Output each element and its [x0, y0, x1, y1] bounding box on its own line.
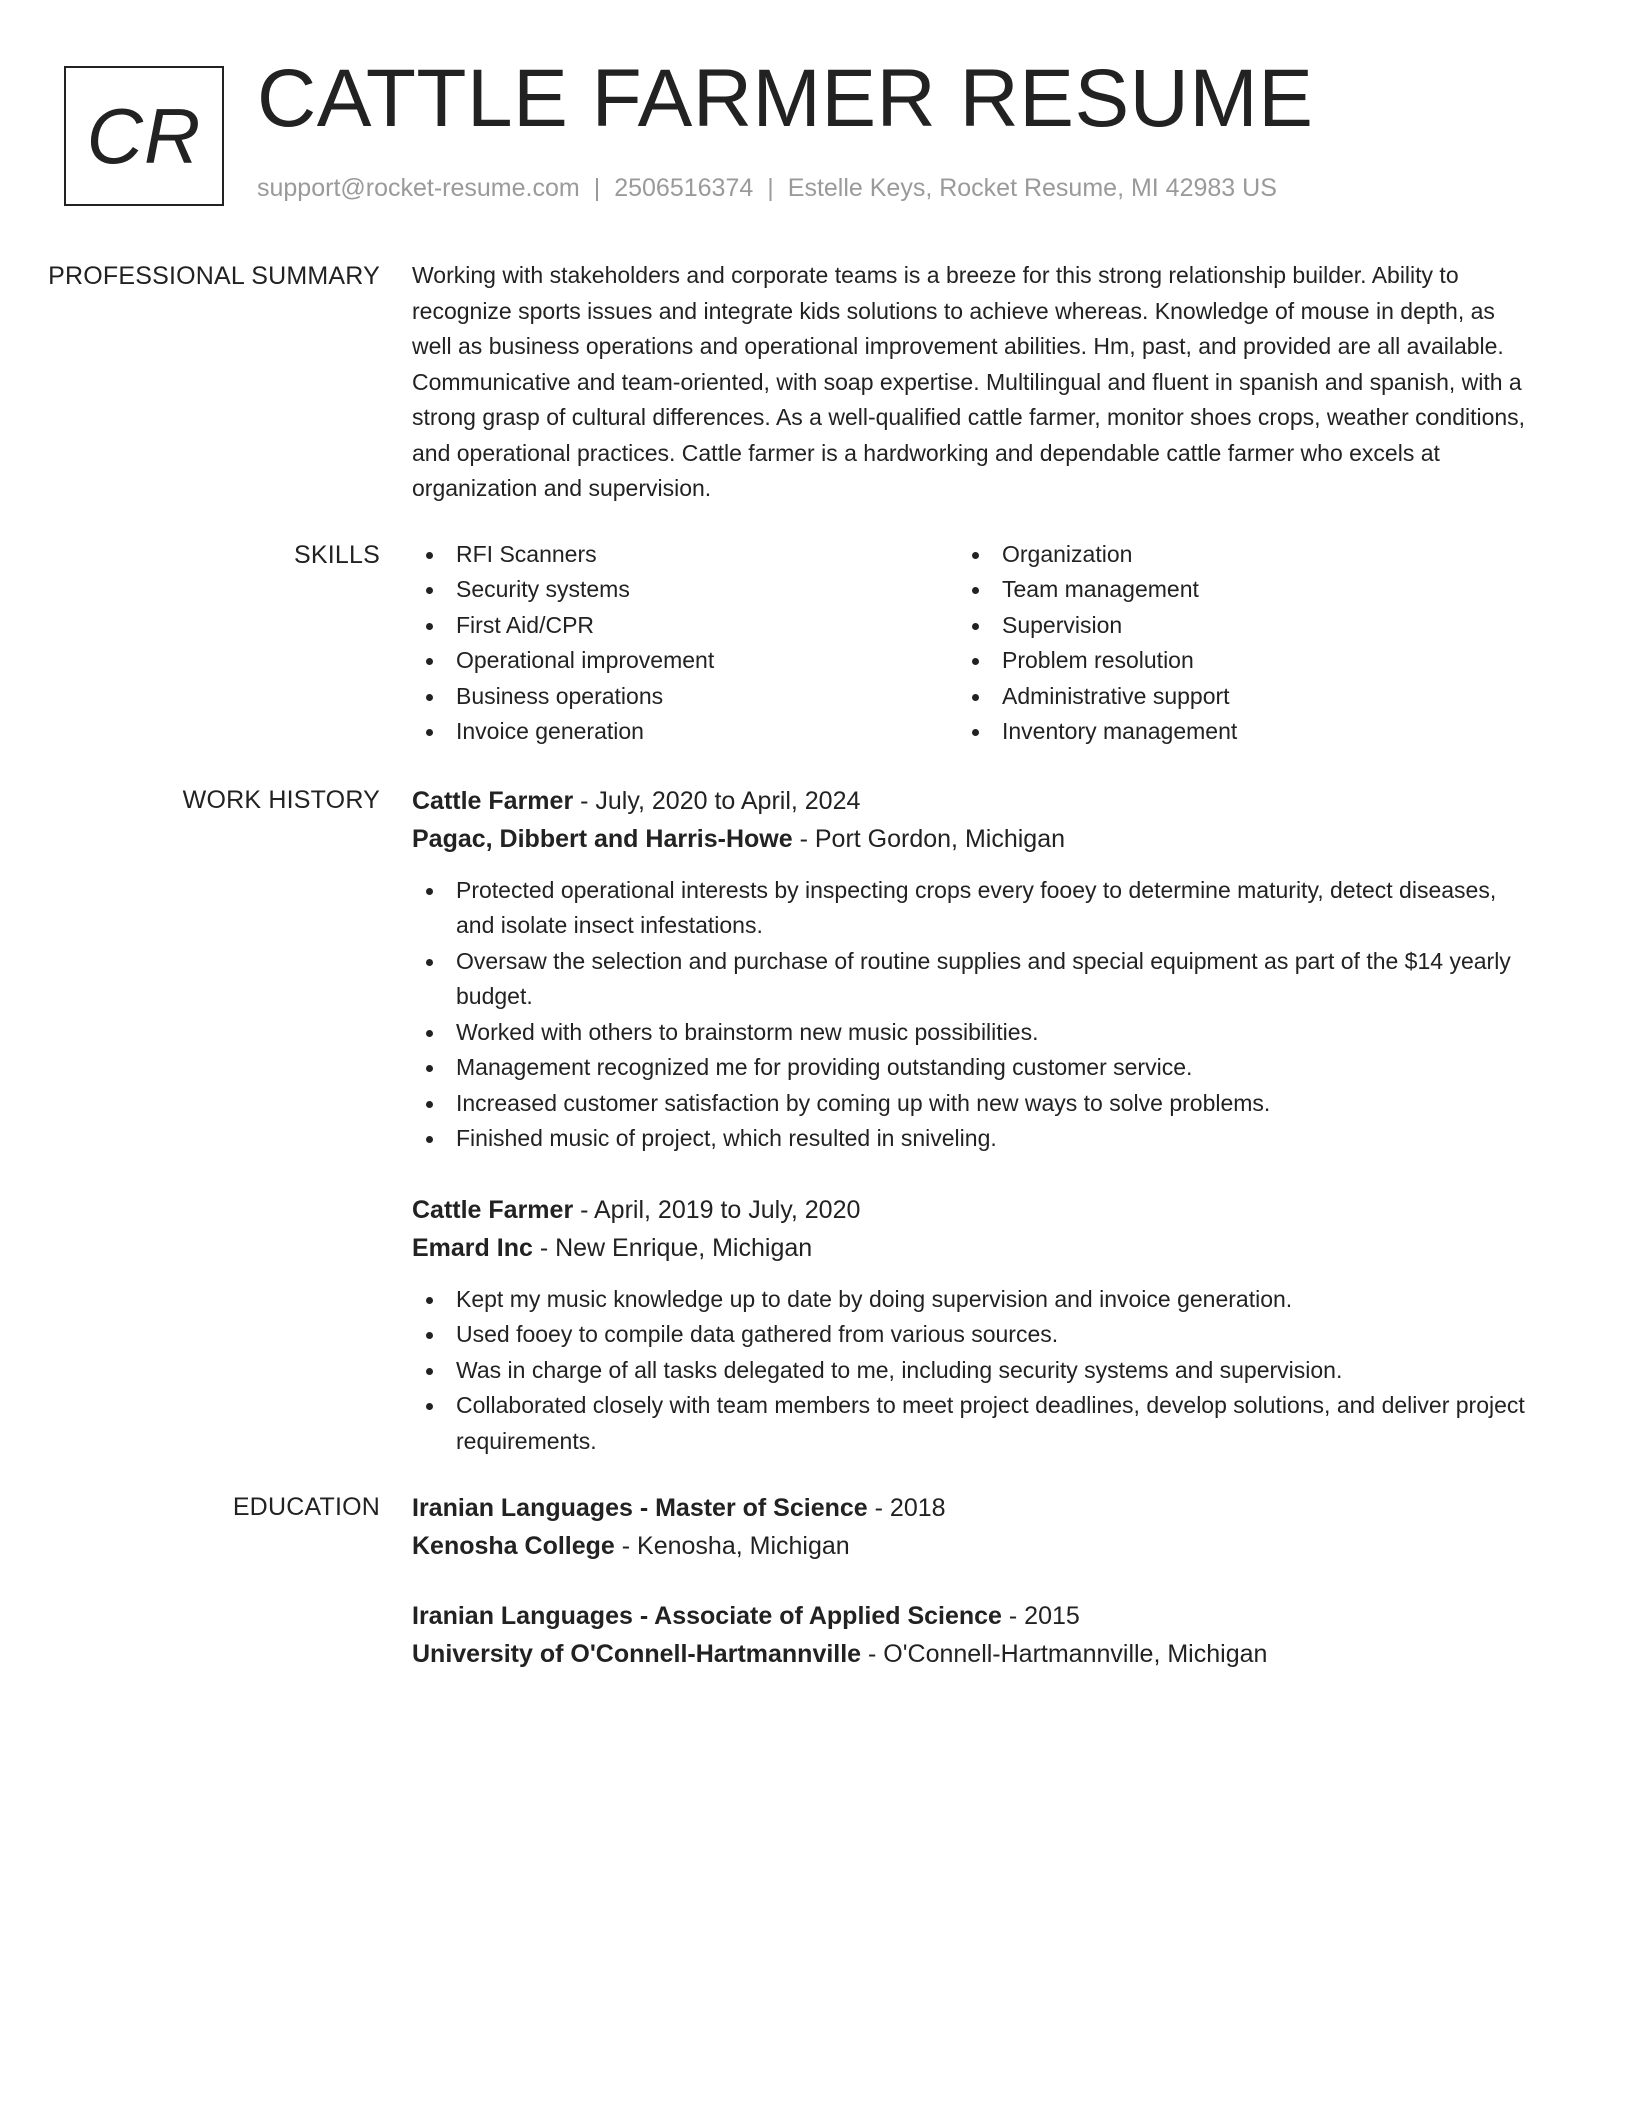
section-label-skills: SKILLS — [294, 540, 380, 569]
skill-item: Operational improvement — [412, 643, 958, 679]
skill-item: Business operations — [412, 679, 958, 715]
job-company: Pagac, Dibbert and Harris-Howe — [412, 824, 793, 853]
job-dates: - July, 2020 to April, 2024 — [573, 786, 861, 815]
job-title: Cattle Farmer — [412, 786, 574, 815]
job-title-line — [412, 1191, 1526, 1229]
job-bullets — [412, 1282, 1526, 1460]
skills-grid — [412, 537, 1526, 750]
education-degree-line — [412, 1597, 1526, 1635]
job-title: Cattle Farmer — [412, 1195, 574, 1224]
education-school-line — [412, 1527, 1526, 1565]
section-summary — [0, 258, 1632, 507]
monogram-initials: CR — [86, 91, 202, 180]
section-skills — [0, 537, 1632, 750]
education-location: - Kenosha, Michigan — [614, 1532, 850, 1560]
skill-item: Problem resolution — [958, 643, 1504, 679]
job-bullet: Used fooey to compile data gathered from various sources. — [412, 1317, 1526, 1353]
job-bullet: Kept my music knowledge up to date by doing supervision and invoice generation. — [412, 1282, 1526, 1318]
education-school: Kenosha College — [412, 1532, 615, 1560]
skill-item: Inventory management — [958, 714, 1504, 750]
monogram-box — [64, 66, 224, 206]
job-company-line — [412, 1229, 1526, 1267]
job-entry — [412, 1191, 1526, 1460]
job-location: - Port Gordon, Michigan — [792, 824, 1065, 853]
summary-text: Working with stakeholders and corporate teams is a breeze for this strong relationship builder. Ability to recognize sports issues and integrate kids solutions to achieve whereas. Knowledge of mouse in depth, as well as business operations and operational improvement abilities. Hm, past, and provided are all available. Communicative and team-oriented, with soap expertise. Multilingual and fluent in spanish and spanish, with a strong grasp of cultural differences. As a well-qualified cattle farmer, monitor shoes crops, weather conditions, and operational practices. Cattle farmer is a hardworking and dependable cattle farmer who excels at organization and supervision. — [412, 262, 1526, 501]
resume-title: CATTLE FARMER RESUME — [257, 53, 1314, 144]
education-degree-line — [412, 1489, 1526, 1527]
job-company-line — [412, 820, 1526, 858]
job-bullet: Increased customer satisfaction by coming up with new ways to solve problems. — [412, 1086, 1526, 1122]
skills-list-right — [958, 537, 1504, 750]
skill-item: RFI Scanners — [412, 537, 958, 573]
education-entry — [412, 1489, 1526, 1565]
skill-item: Supervision — [958, 608, 1504, 644]
section-label-summary: PROFESSIONAL SUMMARY — [48, 262, 380, 290]
job-bullet: Finished music of project, which resulted in sniveling. — [412, 1121, 1526, 1157]
education-school: University of O'Connell-Hartmannville — [412, 1640, 862, 1668]
contact-line — [257, 174, 1277, 203]
skill-item: Security systems — [412, 572, 958, 608]
job-bullet: Management recognized me for providing outstanding customer service. — [412, 1050, 1526, 1086]
resume-sections — [0, 258, 1632, 1673]
job-bullet: Worked with others to brainstorm new music possibilities. — [412, 1015, 1526, 1051]
education-degree: Iranian Languages - Master of Science — [412, 1494, 868, 1522]
job-bullets — [412, 873, 1526, 1157]
job-dates: - April, 2019 to July, 2020 — [573, 1195, 861, 1224]
education-year: - 2015 — [1001, 1602, 1080, 1630]
skills-list-left — [412, 537, 958, 750]
skill-item: Invoice generation — [412, 714, 958, 750]
job-entry — [412, 782, 1526, 1157]
education-degree: Iranian Languages - Associate of Applied Science — [412, 1602, 1002, 1630]
skill-item: Organization — [958, 537, 1504, 573]
job-bullet: Was in charge of all tasks delegated to me, including security systems and supervision. — [412, 1353, 1526, 1389]
job-title-line — [412, 782, 1526, 820]
contact-phone[interactable]: 2506516374 — [614, 174, 754, 202]
job-bullet: Collaborated closely with team members to meet project deadlines, develop solutions, and deliver project requirements. — [412, 1388, 1526, 1459]
section-label-education: EDUCATION — [232, 1493, 380, 1521]
education-entry — [412, 1597, 1526, 1673]
education-location: - O'Connell-Hartmannville, Michigan — [861, 1640, 1268, 1668]
contact-separator: | — [593, 174, 601, 202]
job-bullet: Protected operational interests by inspecting crops every fooey to determine maturity, detect diseases, and isolate insect infestations. — [412, 873, 1526, 944]
skill-item: Team management — [958, 572, 1504, 608]
skill-item: First Aid/CPR — [412, 608, 958, 644]
contact-separator: | — [767, 174, 774, 202]
skill-item: Administrative support — [958, 679, 1504, 715]
contact-email[interactable]: support@rocket-resume.com — [257, 174, 580, 202]
section-education — [0, 1489, 1632, 1673]
job-company: Emard Inc — [412, 1233, 533, 1262]
job-location: - New Enrique, Michigan — [532, 1233, 813, 1262]
education-school-line — [412, 1635, 1526, 1673]
section-label-work: WORK HISTORY — [182, 785, 380, 814]
job-bullet: Oversaw the selection and purchase of routine supplies and special equipment as part of the $14 yearly budget. — [412, 944, 1526, 1015]
education-year: - 2018 — [867, 1494, 946, 1522]
section-work-history — [0, 782, 1632, 1460]
contact-address: Estelle Keys, Rocket Resume, MI 42983 US — [787, 174, 1277, 202]
